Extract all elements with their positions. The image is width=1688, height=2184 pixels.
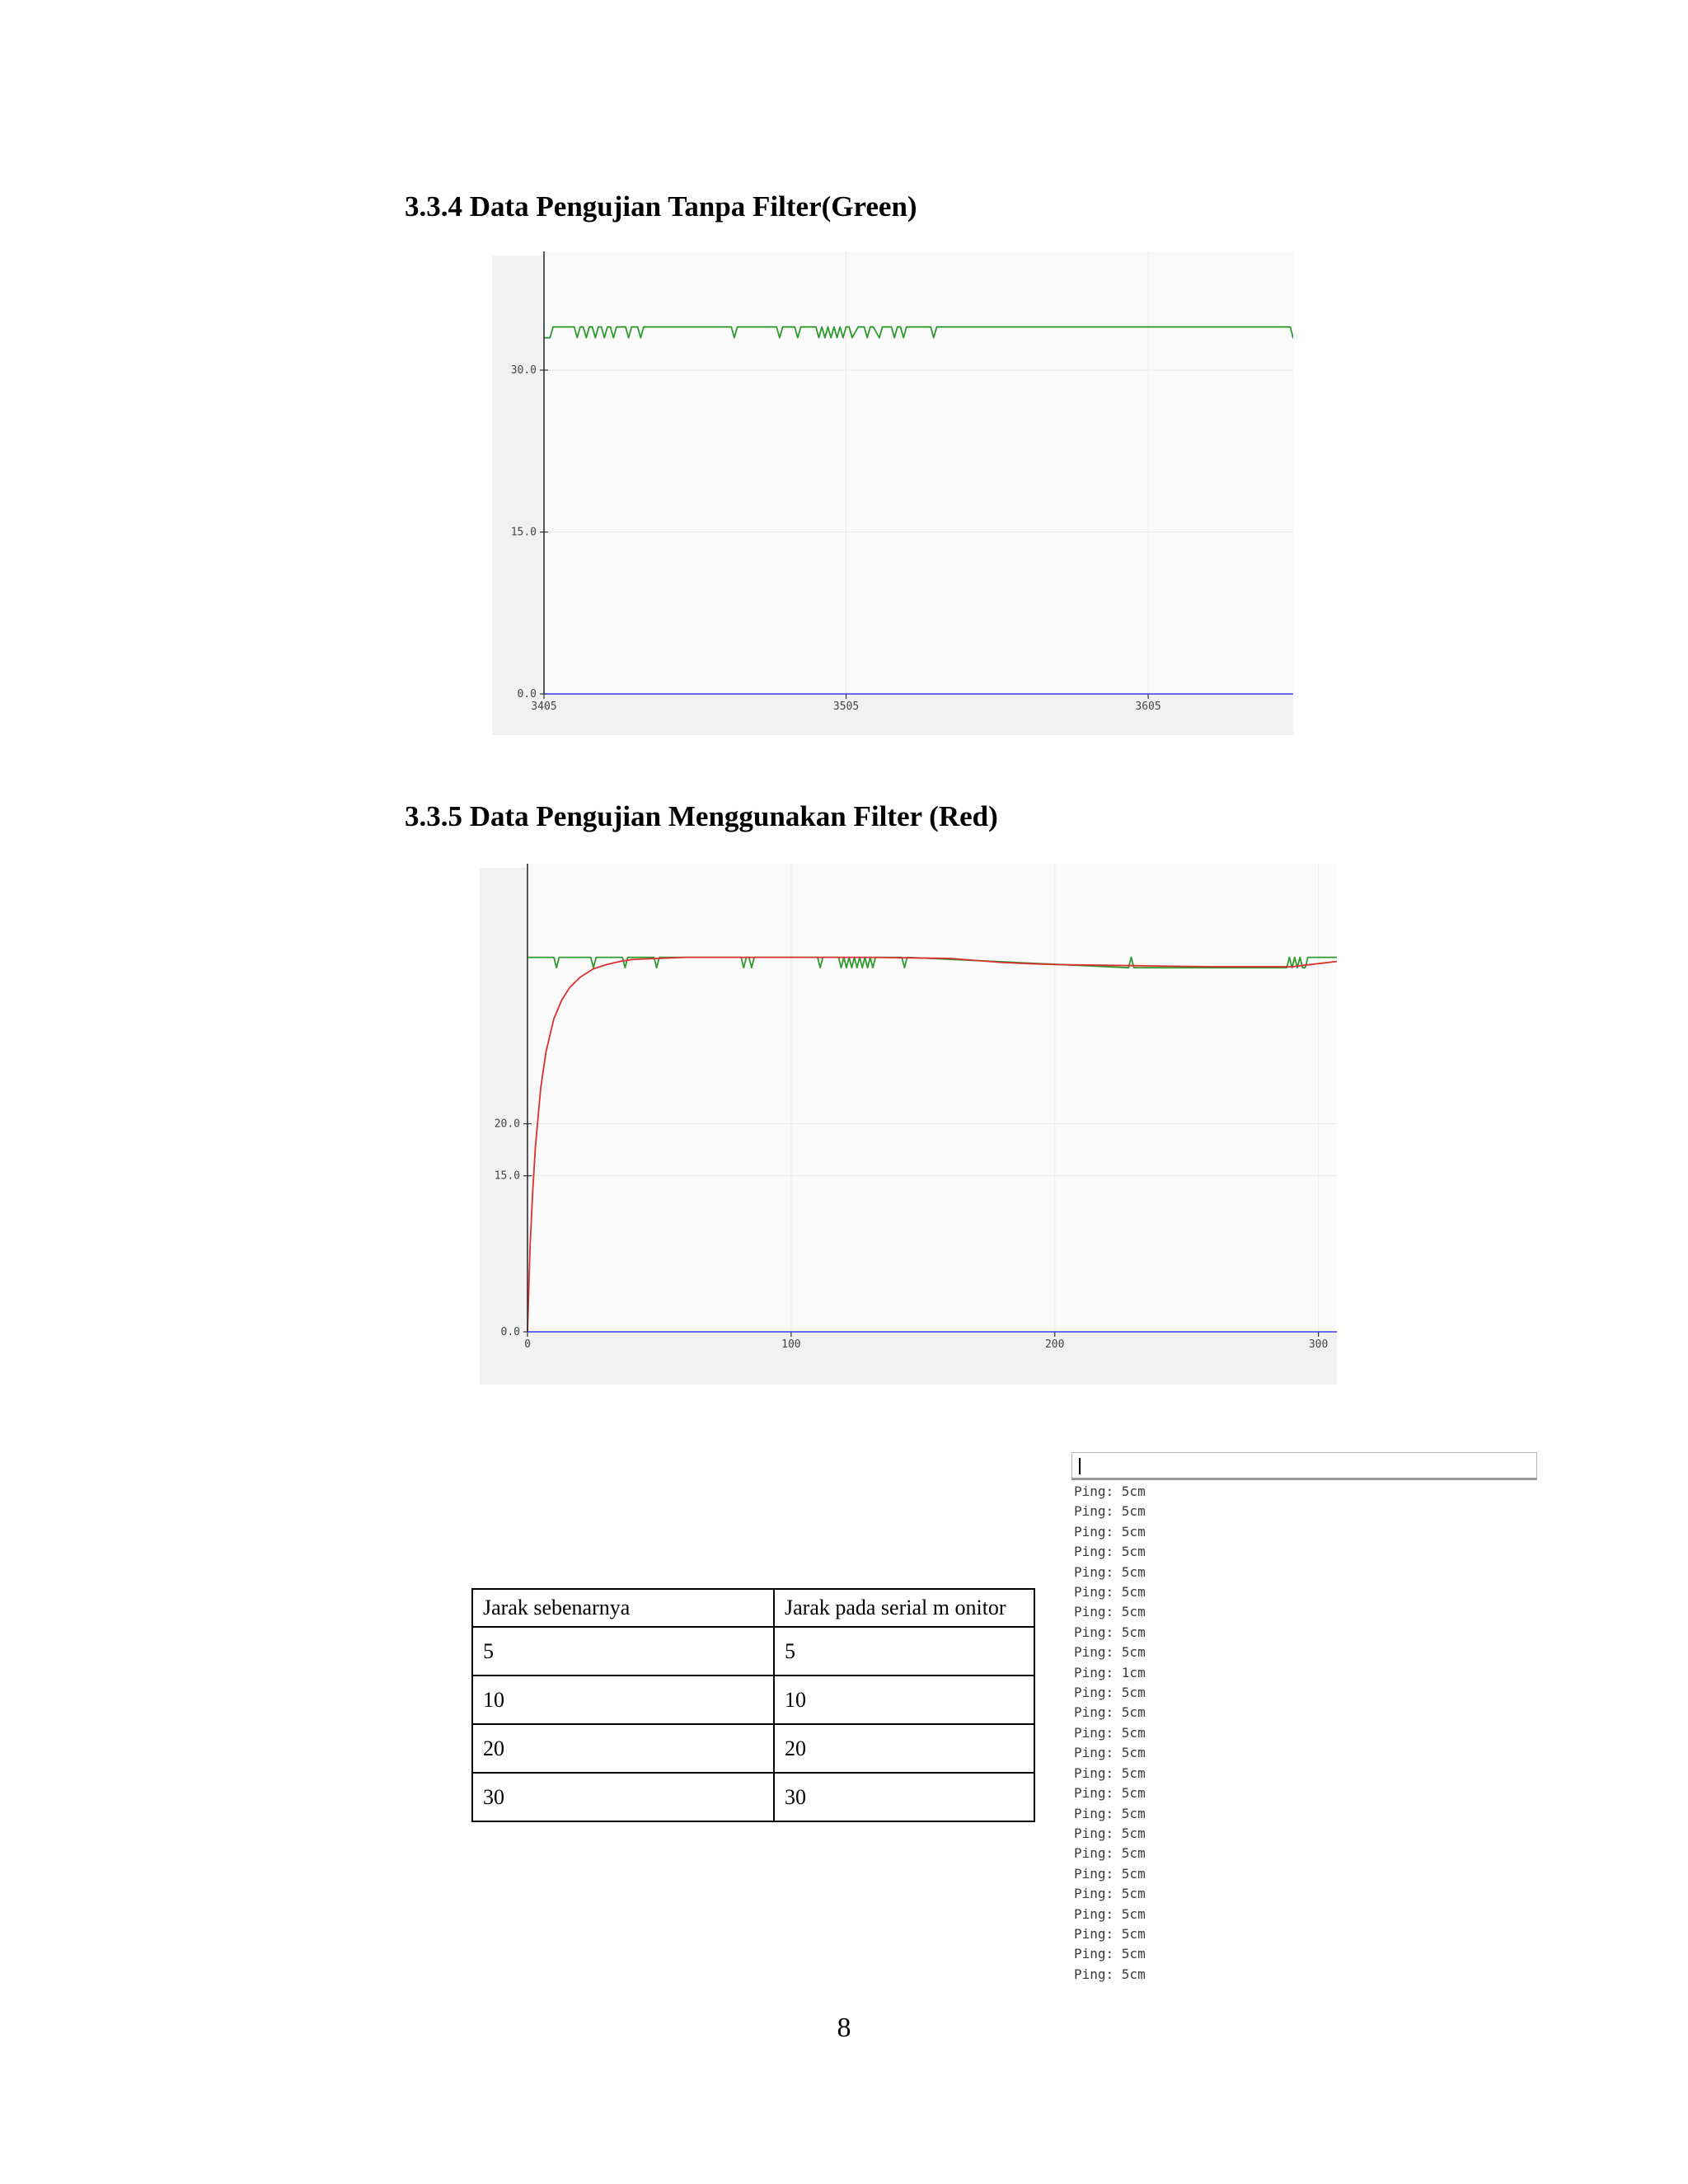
serial-line: Ping: 5cm xyxy=(1074,1604,1146,1620)
y-tick-label: 15.0 xyxy=(494,1169,520,1183)
table-cell: 20 xyxy=(472,1724,774,1773)
table-cell: 10 xyxy=(472,1675,774,1724)
serial-output-log xyxy=(1071,1482,1537,1985)
table-cell: 10 xyxy=(774,1675,1034,1724)
serial-line: Ping: 5cm xyxy=(1074,1644,1146,1661)
serial-line: Ping: 5cm xyxy=(1074,1704,1146,1721)
chart-no-filter xyxy=(492,251,1293,739)
serial-line: Ping: 5cm xyxy=(1074,1685,1146,1701)
plot-area xyxy=(528,864,1337,1332)
table-row xyxy=(472,1627,1034,1675)
table-header-row xyxy=(472,1589,1034,1627)
y-tick-label: 15.0 xyxy=(510,526,537,539)
serial-line: Ping: 5cm xyxy=(1074,1503,1146,1520)
serial-line: Ping: 5cm xyxy=(1074,1523,1146,1540)
serial-line: Ping: 5cm xyxy=(1074,1544,1146,1560)
serial-line: Ping: 1cm xyxy=(1074,1664,1146,1680)
serial-line: Ping: 5cm xyxy=(1074,1865,1146,1882)
table-cell: 30 xyxy=(774,1773,1034,1821)
y-tick-label: 0.0 xyxy=(500,1326,520,1338)
serial-line: Ping: 5cm xyxy=(1074,1966,1146,1982)
serial-line: Ping: 5cm xyxy=(1074,1845,1146,1862)
serial-line: Ping: 5cm xyxy=(1074,1805,1146,1821)
plot-area xyxy=(544,251,1293,694)
table-header-cell: Jarak pada serial m onitor xyxy=(774,1589,1034,1627)
serial-input-field[interactable] xyxy=(1071,1452,1537,1480)
text-caret xyxy=(1079,1458,1081,1474)
x-tick-label: 3505 xyxy=(832,701,860,713)
table-row xyxy=(472,1675,1034,1724)
section-heading-with-filter: 3.3.5 Data Pengujian Menggunakan Filter (Red) xyxy=(405,800,998,832)
page-number: 8 xyxy=(837,2013,851,2043)
serial-line: Ping: 5cm xyxy=(1074,1483,1146,1499)
table-cell: 20 xyxy=(774,1724,1034,1773)
serial-line: Ping: 5cm xyxy=(1074,1745,1146,1761)
table-cell: 5 xyxy=(774,1627,1034,1675)
y-tick-label: 30.0 xyxy=(510,364,537,377)
serial-line: Ping: 5cm xyxy=(1074,1765,1146,1781)
y-tick-label: 20.0 xyxy=(494,1118,520,1131)
x-tick-label: 0 xyxy=(524,1338,531,1351)
serial-line: Ping: 5cm xyxy=(1074,1886,1146,1902)
table-row xyxy=(472,1773,1034,1821)
distance-comparison-table xyxy=(471,1588,1035,1822)
serial-line: Ping: 5cm xyxy=(1074,1905,1146,1922)
x-tick-label: 3405 xyxy=(531,701,557,713)
serial-line: Ping: 5cm xyxy=(1074,1584,1146,1601)
x-tick-label: 100 xyxy=(781,1338,801,1351)
chart-with-filter xyxy=(480,864,1337,1388)
serial-line: Ping: 5cm xyxy=(1074,1624,1146,1640)
serial-line: Ping: 5cm xyxy=(1074,1785,1146,1802)
serial-line: Ping: 5cm xyxy=(1074,1724,1146,1741)
table-header-cell: Jarak sebenarnya xyxy=(472,1589,774,1627)
serial-line: Ping: 5cm xyxy=(1074,1563,1146,1580)
serial-monitor-screenshot xyxy=(1071,1452,1537,1982)
x-tick-label: 200 xyxy=(1044,1338,1065,1351)
section-heading-no-filter: 3.3.4 Data Pengujian Tanpa Filter(Green) xyxy=(405,190,917,223)
serial-line: Ping: 5cm xyxy=(1074,1925,1146,1942)
x-tick-label: 300 xyxy=(1308,1338,1329,1351)
table-row xyxy=(472,1724,1034,1773)
serial-line: Ping: 5cm xyxy=(1074,1825,1146,1841)
y-tick-label: 0.0 xyxy=(517,688,537,701)
x-tick-label: 3605 xyxy=(1135,701,1161,713)
table-cell: 5 xyxy=(472,1627,774,1675)
serial-line: Ping: 5cm xyxy=(1074,1946,1146,1962)
table-cell: 30 xyxy=(472,1773,774,1821)
